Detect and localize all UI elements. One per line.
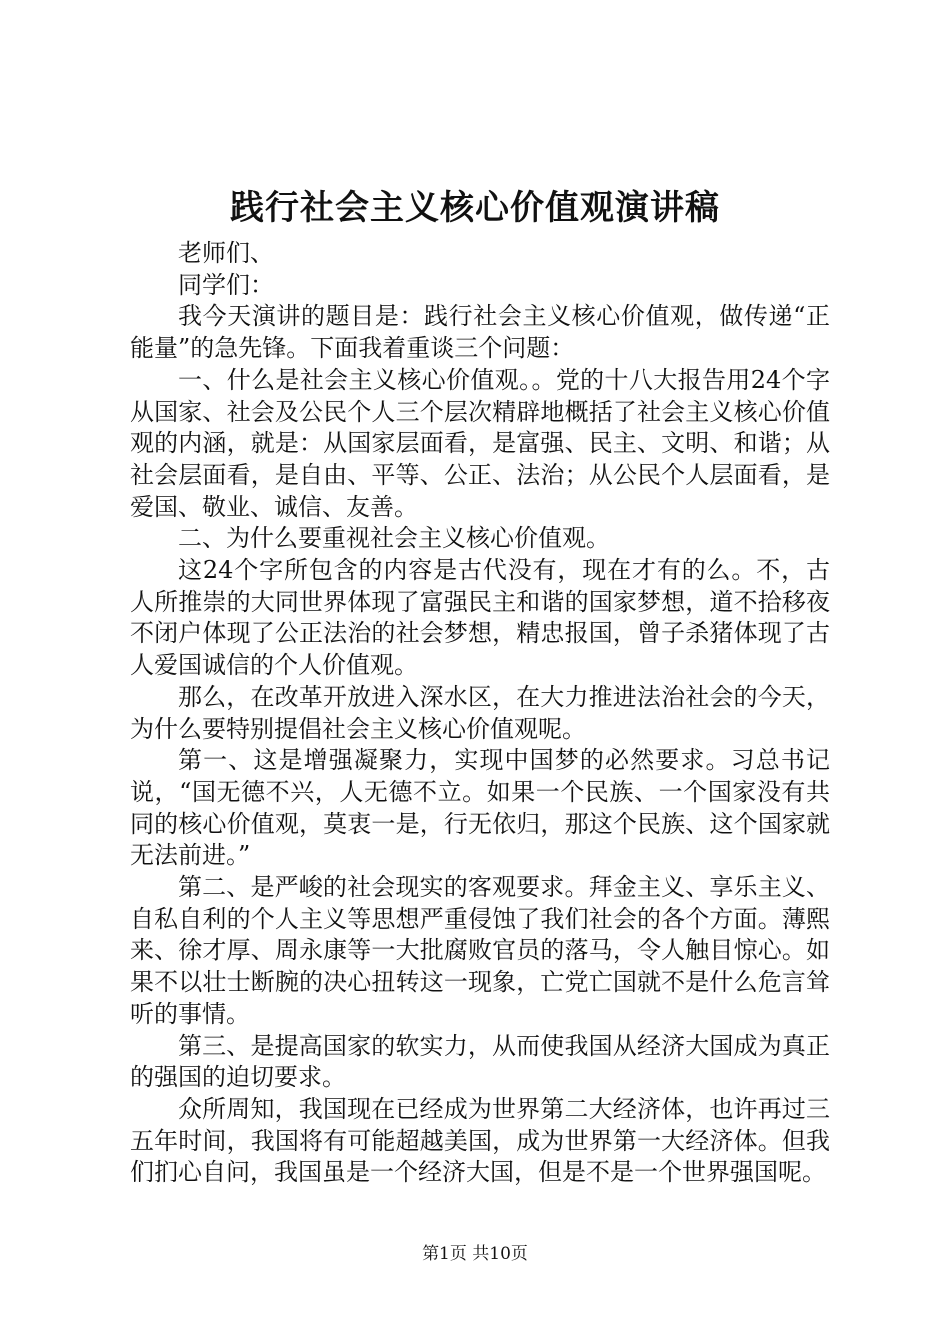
paragraph-ancient-values: 这24个字所包含的内容是古代没有，现在才有的么。不，古人所推崇的大同世界体现了富强民主和谐的国家梦想，道不拾移夜不闭户体现了公正法治的社会梦想，精忠报国，曾子杀猪体现了古人爱国诚信的个人价值观。 xyxy=(130,556,830,680)
paragraph-section-one: 一、什么是社会主义核心价值观。。党的十八大报告用24个字从国家、社会及公民个人三个层次精辟地概括了社会主义核心价值观的内涵，就是：从国家层面看，是富强、民主、文明、和谐；从社会层面看，是自由、平等、公正、法治；从公民个人层面看，是爱国、敬业、诚信、友善。 xyxy=(130,365,830,521)
paragraph-point-two: 第二、是严峻的社会现实的客观要求。拜金主义、享乐主义、自私自利的个人主义等思想严重侵蚀了我们社会的各个方面。薄熙来、徐才厚、周永康等一大批腐败官员的落马，令人触目惊心。如果不以壮士断腕的决心扭转这一现象，亡党亡国就不是什么危言耸听的事情。 xyxy=(130,873,830,1028)
paragraph-intro: 我今天演讲的题目是：践行社会主义核心价值观，做传递“正能量”的急先锋。下面我着重谈三个问题： xyxy=(130,302,830,363)
paragraph-question: 那么，在改革开放进入深水区，在大力推进法治社会的今天，为什么要特别提倡社会主义核心价值观呢。 xyxy=(130,682,830,743)
paragraph-point-three: 第三、是提高国家的软实力，从而使我国从经济大国成为真正的强国的迫切要求。 xyxy=(130,1031,830,1092)
document-body xyxy=(130,238,830,1189)
paragraph-point-one: 第一、这是增强凝聚力，实现中国梦的必然要求。习总书记说，“国无德不兴，人无德不立。如果一个民族、一个国家没有共同的核心价值观，莫衷一是，行无依归，那这个民族、这个国家就无法前进。” xyxy=(130,746,830,870)
document-title: 践行社会主义核心价值观演讲稿 xyxy=(230,188,720,228)
page-number-footer: 第1页 共10页 xyxy=(422,1244,528,1264)
paragraph-section-two-heading: 二、为什么要重视社会主义核心价值观。 xyxy=(178,524,610,553)
paragraph-economy: 众所周知，我国现在已经成为世界第二大经济体，也许再过三五年时间，我国将有可能超越美国，成为世界第一大经济体。但我们扪心自问，我国虽是一个经济大国，但是不是一个世界强国呢。 xyxy=(130,1094,830,1187)
paragraph-salutation-teachers: 老师们、 xyxy=(178,239,274,267)
paragraph-salutation-students: 同学们： xyxy=(178,270,274,299)
